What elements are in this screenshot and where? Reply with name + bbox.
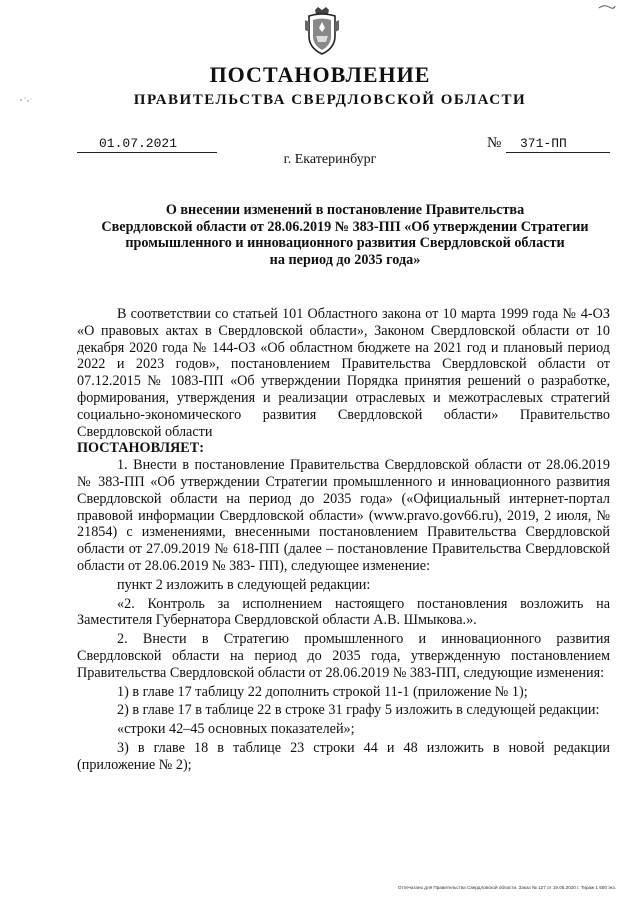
item-2-paragraph: 2. Внести в Стратегию промышленного и инновационного развития Свердловской области на период до 2035 года, утвержденную постановлением Правительства Свердловской области от 28.06.2019 № 383-ПП, следующие изменения: xyxy=(77,631,610,681)
issuer-name: ПРАВИТЕЛЬСТВА СВЕРДЛОВСКОЙ ОБЛАСТИ xyxy=(133,92,527,108)
heading-line: Свердловской области от 28.06.2019 № 383-ПП «Об утверждении Стратегии xyxy=(101,218,589,235)
heading-line: промышленного и инновационного развития Свердловской области xyxy=(125,235,565,251)
heading-line: на период до 2035 года» xyxy=(269,251,421,268)
print-footer: Отпечатано для Правительства Свердловской области. Заказ № 127 от 19.05.2020 г. Тираж 1 500 экз. xyxy=(397,885,616,890)
subitem-1: 1) в главе 17 таблицу 22 дополнить строкой 11-1 (приложение № 1); xyxy=(117,683,528,700)
preamble-paragraph: В соответствии со статьей 101 Областного закона от 10 марта 1999 года № 4-ОЗ «О правовых актах в Свердловской области», Законом Свердловской области от 10 декабря 2020 года № 144-ОЗ «Об областном бюджете на 2021 год и плановый период 2022 и 2023 годов», постановлением Правительства Свердловской области от 07.12.2015 № 1083-ПП «Об утверждении Порядка принятия решений о разработке, формирования, утверждения и реализации отраслевых и межотраслевых стратегий социально-экономического развития Свердловской области» Правительство Свердловской области xyxy=(77,306,610,440)
scan-speck xyxy=(18,96,34,104)
subitem-3: 3) в главе 18 в таблице 23 строки 44 и 48 изложить в новой редакции (приложение № 2); xyxy=(77,739,610,773)
number-label: № xyxy=(487,135,502,151)
scan-mark xyxy=(598,4,616,10)
item-1-subparagraph: пункт 2 изложить в следующей редакции: xyxy=(117,576,371,593)
document-title: ПОСТАНОВЛЕНИЕ xyxy=(209,62,431,87)
subitem-2: 2) в главе 17 в таблице 22 в строке 31 графу 5 изложить в следующей редакции: xyxy=(117,702,600,719)
decree-word: ПОСТАНОВЛЯЕТ: xyxy=(77,440,204,457)
subitem-2-quote: «строки 42–45 основных показателей»; xyxy=(117,721,355,738)
document-body xyxy=(77,306,610,774)
heading-line: О внесении изменений в постановление Правительства xyxy=(165,202,525,218)
city: г. Екатеринбург xyxy=(283,152,377,167)
coat-of-arms-icon xyxy=(303,6,341,56)
item-1-quote: «2. Контроль за исполнением настоящего постановления возложить на Заместителя Губернатора Свердловской области А.В. Шмыкова.». xyxy=(77,595,610,629)
document-date: 01.07.2021 xyxy=(77,137,217,153)
document-number: 371-ПП xyxy=(506,137,610,153)
document-heading xyxy=(80,202,610,268)
item-1-paragraph: 1. Внести в постановление Правительства Свердловской области от 28.06.2019 № 383-ПП «Об утверждении Стратегии промышленного и инновационного развития Свердловской области на период до 2035 года» («Официальный интернет-портал правовой информации Свердловской области» (www.pravo.gov66.ru), 2019, 2 июля, № 21854) с изменениями, внесенными постановлением Правительства Свердловской области от 27.09.2019 № 618-ПП (далее – постановление Правительства Свердловской области от 28.06.2019 № 383- ПП), следующее изменение: xyxy=(77,457,610,574)
